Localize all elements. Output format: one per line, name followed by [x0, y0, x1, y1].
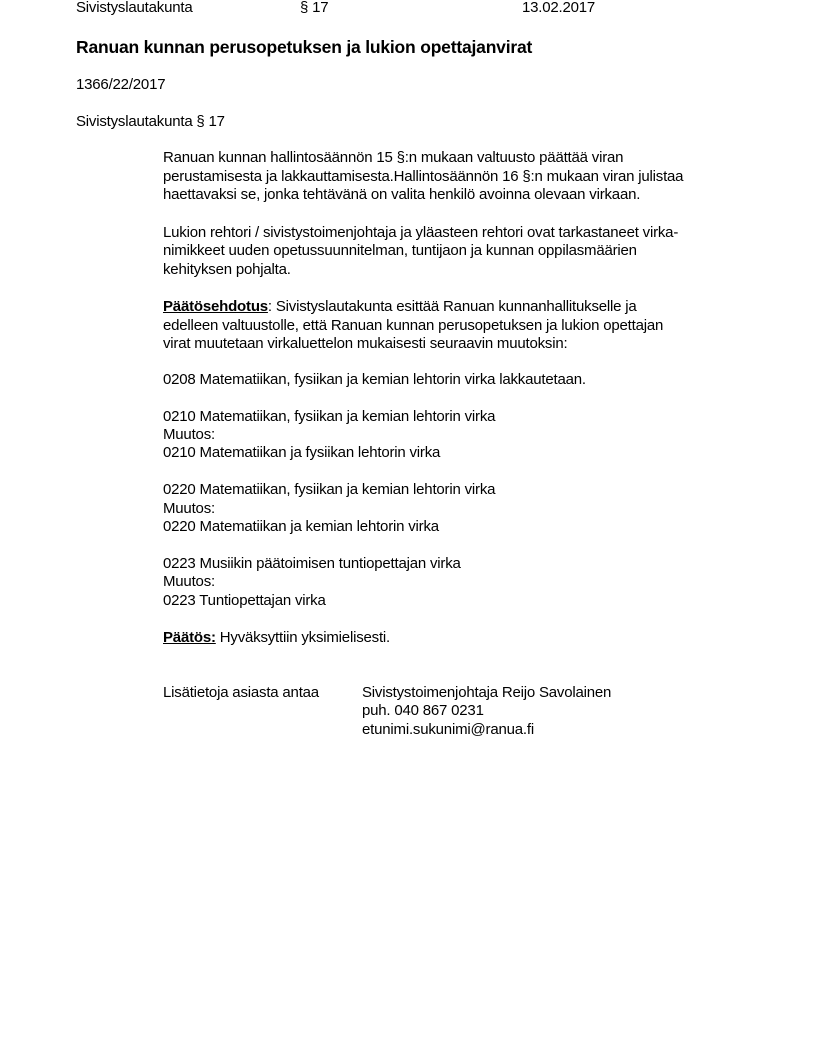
- header-section: § 17: [300, 0, 329, 16]
- decision-line: [163, 629, 390, 647]
- change-line: 0223 Musiikin päätoimisen tuntiopettajan virka: [163, 555, 461, 572]
- section-reference: Sivistyslautakunta § 17: [76, 113, 225, 130]
- contact-line: Sivistystoimenjohtaja Reijo Savolainen: [362, 684, 612, 701]
- change-line: 0223 Tuntiopettajan virka: [163, 592, 326, 609]
- para1-line: haettavaksi se, jonka tehtävänä on valita henkilö avoinna olevaan virkaan.: [163, 186, 641, 203]
- proposal-label: Päätösehdotus: [163, 298, 268, 315]
- proposal-line: virat muutetaan virkaluettelon mukaisesti seuraavin muutoksin:: [163, 335, 568, 352]
- proposal-line: edelleen valtuustolle, että Ranuan kunnan perusopetuksen ja lukion opettajan: [163, 317, 664, 334]
- change-line: 0220 Matematiikan, fysiikan ja kemian lehtorin virka: [163, 481, 496, 498]
- change-line: 0210 Matematiikan, fysiikan ja kemian lehtorin virka: [163, 408, 496, 425]
- para2-line: nimikkeet uuden opetussuunnitelman, tuntijaon ja kunnan oppilasmäärien: [163, 242, 637, 259]
- change-line: Muutos:: [163, 500, 215, 517]
- header-date: 13.02.2017: [522, 0, 596, 16]
- change-line: Muutos:: [163, 573, 215, 590]
- para2-line: Lukion rehtori / sivistystoimenjohtaja ja yläasteen rehtori ovat tarkastaneet virka-: [163, 224, 679, 241]
- change-line: 0208 Matematiikan, fysiikan ja kemian lehtorin virka lakkautetaan.: [163, 371, 586, 388]
- document-title: Ranuan kunnan perusopetuksen ja lukion opettajanvirat: [76, 37, 533, 57]
- contact-email: etunimi.sukunimi@ranua.fi: [362, 721, 534, 738]
- para1-line: perustamisesta ja lakkauttamisesta.Hallintosäännön 16 §:n mukaan viran julistaa: [163, 168, 684, 185]
- contact-line: puh. 040 867 0231: [362, 702, 484, 719]
- decision-label: Päätös:: [163, 629, 216, 646]
- contact-label: Lisätietoja asiasta antaa: [163, 684, 319, 701]
- change-line: 0220 Matematiikan ja kemian lehtorin virka: [163, 518, 439, 535]
- proposal-line: [163, 298, 637, 316]
- change-line: 0210 Matematiikan ja fysiikan lehtorin virka: [163, 444, 441, 461]
- para2-line: kehityksen pohjalta.: [163, 261, 291, 278]
- para1-line: Ranuan kunnan hallintosäännön 15 §:n mukaan valtuusto päättää viran: [163, 149, 624, 166]
- proposal-text: : Sivistyslautakunta esittää Ranuan kunnanhallitukselle ja: [267, 298, 637, 315]
- decision-text: Hyväksyttiin yksimielisesti.: [215, 629, 391, 646]
- case-number: 1366/22/2017: [76, 76, 166, 93]
- change-line: Muutos:: [163, 426, 215, 443]
- header-board: Sivistyslautakunta: [76, 0, 193, 16]
